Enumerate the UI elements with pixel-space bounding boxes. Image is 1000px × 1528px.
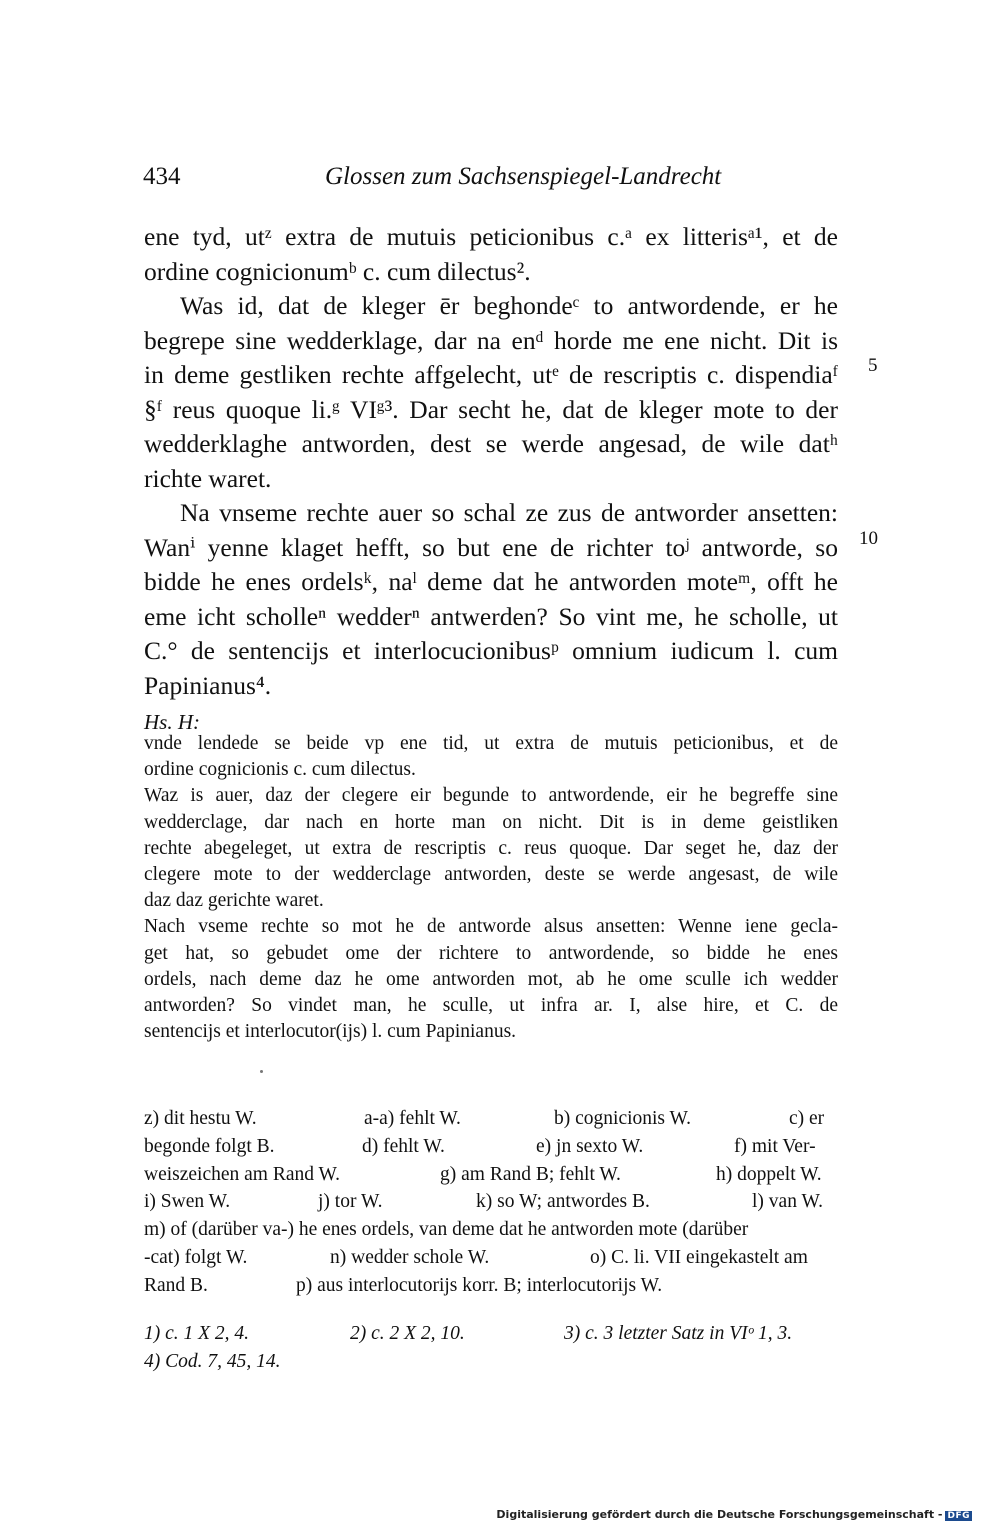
footnote-row <box>144 1320 838 1348</box>
apparatus-note: Rand B. <box>144 1274 208 1296</box>
variant-line: daz daz gerichte waret. <box>144 890 324 912</box>
apparatus-note: e) jn sexto W. <box>536 1135 644 1157</box>
footnote: 4) Cod. 7, 45, 14. <box>144 1350 281 1372</box>
apparatus-note: begonde folgt B. <box>144 1135 275 1157</box>
main-line: begrepe sine wedderklage, dar na enᵈ horde me ene nicht. Dit is <box>144 325 838 355</box>
main-text <box>144 220 838 703</box>
main-line: wedderklaghe antworden, dest se werde angesad, de wile datʰ <box>144 429 838 458</box>
apparatus-note: i) Swen W. <box>144 1191 231 1213</box>
variant-line: get hat, so gebudet ome der richtere to antwordende, so bidde he enes <box>144 942 838 964</box>
variant-line: ordels, nach deme daz he ome antworden mot, ab he ome sculle ich wedder <box>144 968 838 990</box>
apparatus-note: d) fehlt W. <box>362 1135 445 1157</box>
apparatus-note: a-a) fehlt W. <box>364 1108 461 1129</box>
apparatus-note: n) wedder schole W. <box>330 1246 490 1268</box>
line-number-10: 10 <box>859 528 878 549</box>
footnote: 2) c. 2 X 2, 10. <box>350 1323 465 1344</box>
apparatus-note: o) C. li. VII eingekastelt am <box>590 1246 808 1268</box>
main-line: bidde he enes ordelsᵏ, naˡ deme dat he antworden moteᵐ, offt he <box>144 567 838 596</box>
print-speck <box>260 1070 263 1073</box>
footnote: 1) c. 1 X 2, 4. <box>144 1323 250 1344</box>
apparatus-note: f) mit Ver- <box>734 1135 816 1157</box>
apparatus-note: l) van W. <box>752 1191 823 1213</box>
footnote: 3) c. 3 letzter Satz in VIᵒ 1, 3. <box>564 1323 793 1344</box>
apparatus-row <box>144 1272 838 1300</box>
main-line: ordine cognicionumᵇ c. cum dilectus². <box>144 256 531 286</box>
apparatus-row <box>144 1161 838 1189</box>
footnotes <box>144 1320 838 1376</box>
apparatus-note: h) doppelt W. <box>716 1163 822 1185</box>
line-number-5: 5 <box>868 355 878 376</box>
apparatus-note: p) aus interlocutorijs korr. B; interlocutorijs W. <box>296 1274 663 1296</box>
apparatus-note: k) so W; antwordes B. <box>476 1191 650 1213</box>
apparatus-note: g) am Rand B; fehlt W. <box>440 1163 621 1185</box>
apparatus-note: c) er <box>789 1108 825 1129</box>
variant-line: wedderclage, dar nach en horte man on nicht. Dit is in deme geistliken <box>144 811 838 833</box>
variant-line: sentencijs et interlocutor(ijs) l. cum Papinianus. <box>144 1021 517 1043</box>
apparatus-note: m) of (darüber va-) he enes ordels, van deme dat he antworden mote (darüber <box>144 1219 749 1241</box>
apparatus-row <box>144 1188 838 1216</box>
apparatus-row <box>144 1244 838 1272</box>
apparatus-note: weiszeichen am Rand W. <box>144 1163 341 1185</box>
apparatus-row <box>144 1105 838 1133</box>
variant-line: Nach vseme rechte so mot he de antworde alsus ansetten: Wenne iene gecla- <box>144 916 838 938</box>
variant-label: Hs. H: <box>144 710 200 734</box>
variant-line: antworden? So vindet man, he sculle, ut infra ar. I, alse hire, et C. de <box>144 995 838 1017</box>
main-line: Was id, dat de kleger ēr beghondeᶜ to antwordende, er he <box>180 291 838 320</box>
variant-text <box>144 731 838 1045</box>
apparatus-row <box>144 1133 838 1161</box>
main-line: eme icht scholleⁿ wedderⁿ antwerden? So vint me, he scholle, ut <box>144 601 838 631</box>
critical-apparatus <box>144 1105 838 1300</box>
running-title: Glossen zum Sachsenspiegel-Landrecht <box>325 163 722 190</box>
apparatus-note: j) tor W. <box>318 1191 383 1213</box>
page-number: 434 <box>143 163 181 190</box>
main-line: in deme gestliken rechte affgelecht, utᵉ de rescriptis c. dispendiaᶠ <box>144 360 838 389</box>
main-line: Papinianus⁴. <box>144 670 272 700</box>
main-line: ene tyd, utᶻ extra de mutuis peticionibus c.ᵃ ex litterisᵃ¹, et de <box>144 222 838 251</box>
variant-line: clegere mote to der wedderclage antworden, deste se werde angesast, de wile <box>144 864 838 886</box>
dfg-logo: DFG <box>947 1511 970 1521</box>
main-line: Wanⁱ yenne klaget hefft, so but ene de richter toʲ antworde, so <box>144 532 838 562</box>
apparatus-note: z) dit hestu W. <box>144 1108 257 1129</box>
main-line: §ᶠ reus quoque li.ᵍ VIᵍ³. Dar secht he, dat de kleger mote to der <box>144 394 838 424</box>
apparatus-row <box>144 1216 838 1244</box>
variant-line: ordine cognicionis c. cum dilectus. <box>144 759 416 781</box>
variant-line: vnde lendede se beide vp ene tid, ut extra de mutuis peticionibus, et de <box>144 733 838 754</box>
digitization-credit <box>496 1508 972 1521</box>
footnote-row <box>144 1348 838 1376</box>
apparatus-note: b) cognicionis W. <box>554 1108 692 1129</box>
main-line: C.° de sentencijs et interlocucionibusᵖ omnium iudicum l. cum <box>144 636 838 665</box>
credit-text: Digitalisierung gefördert durch die Deutsche Forschungsgemeinschaft - <box>496 1508 943 1521</box>
variant-line: rechte abegeleget, ut extra de rescriptis c. reus quoque. Dar seget he, daz der <box>144 837 838 859</box>
main-line: richte waret. <box>144 463 272 493</box>
main-line: Na vnseme rechte auer so schal ze zus de antworder ansetten: <box>180 498 838 527</box>
apparatus-note: -cat) folgt W. <box>144 1246 248 1268</box>
variant-line: Waz is auer, daz der clegere eir begunde to antwordende, eir he begreffe sine <box>144 785 838 807</box>
